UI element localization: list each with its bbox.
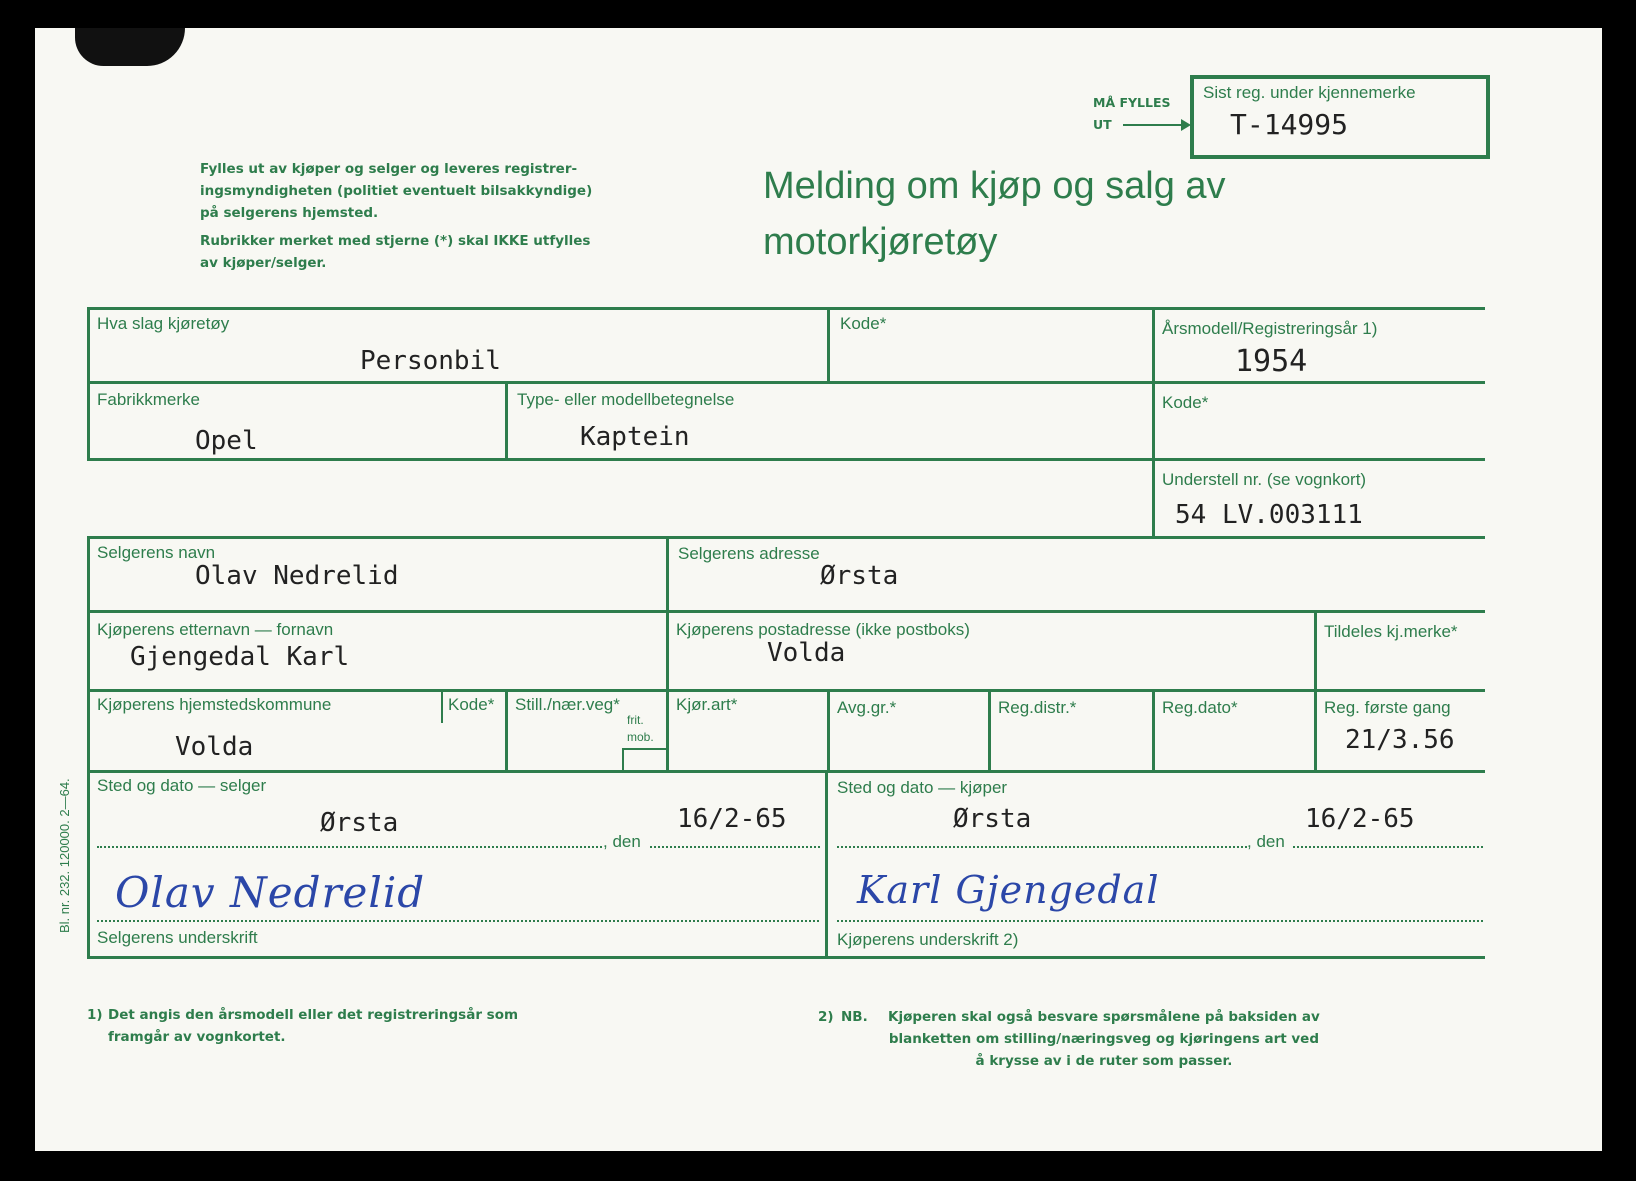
rule: [87, 536, 1485, 539]
first-reg-value[interactable]: 21/3.56: [1345, 725, 1455, 755]
footnote-1-line: framgår av vognkortet.: [108, 1029, 286, 1045]
title-line-2: motorkjøretøy: [763, 221, 998, 263]
buyer-date-value[interactable]: 16/2-65: [1305, 804, 1415, 834]
make-value[interactable]: Opel: [195, 426, 258, 456]
rule: [87, 956, 1485, 959]
rule: [825, 770, 828, 956]
seller-place-label: Sted og dato — selger: [97, 776, 267, 795]
seller-place-value[interactable]: Ørsta: [320, 808, 399, 838]
regdato-label: Reg.dato*: [1162, 698, 1238, 717]
buyer-name-label: Kjøperens etternavn — fornavn: [97, 620, 334, 639]
model-label: Type- eller modellbetegnelse: [517, 390, 735, 409]
kode2-label: Kode*: [1162, 393, 1209, 412]
kjorart-label: Kjør.art*: [676, 695, 738, 714]
ma-fylles-text: MÅ FYLLES: [1093, 95, 1171, 110]
still-label: Still./nær.veg*: [515, 695, 620, 714]
footnote-2-num: 2): [818, 1009, 834, 1025]
dotted-line: [97, 920, 819, 922]
seller-date-value[interactable]: 16/2-65: [677, 804, 787, 834]
rule: [87, 689, 1485, 692]
seller-address-value[interactable]: Ørsta: [820, 561, 899, 591]
print-code: Bl. nr. 232. 120000. 2—64.: [57, 778, 72, 933]
rule: [1152, 689, 1155, 770]
instructions: [200, 158, 592, 274]
seller-name-label: Selgerens navn: [97, 543, 216, 562]
model-value[interactable]: Kaptein: [580, 422, 690, 452]
footnote-2-line: blanketten om stilling/næringsveg og kjøringens art ved: [888, 1031, 1320, 1047]
buyer-place-value[interactable]: Ørsta: [953, 804, 1032, 834]
chassis-label: Understell nr. (se vognkort): [1162, 470, 1367, 489]
footnote-2-line: å krysse av i de ruter som passer.: [975, 1053, 1233, 1069]
rule: [87, 381, 1485, 384]
regdistr-label: Reg.distr.*: [998, 698, 1077, 717]
first-reg-label: Reg. første gang: [1324, 698, 1451, 717]
footnote-2: [888, 1006, 1320, 1072]
dotted-line: [650, 846, 820, 848]
rule: [87, 458, 1485, 461]
dotted-line: [1293, 846, 1483, 848]
make-label: Fabrikkmerke: [97, 390, 200, 409]
seller-address-label: Selgerens adresse: [678, 544, 820, 563]
rule: [441, 689, 443, 723]
rule: [87, 770, 1485, 773]
instruction-line: Fylles ut av kjøper og selger og leveres registrer-: [200, 161, 578, 177]
seller-signature[interactable]: Olav Nedrelid: [115, 868, 426, 917]
rule: [87, 536, 90, 956]
rule: [87, 307, 90, 461]
mob-label: mob.: [627, 730, 654, 744]
ink-blot: [75, 28, 185, 66]
footnote-1-num: 1): [87, 1007, 103, 1023]
instruction-line: av kjøper/selger.: [200, 255, 327, 271]
kode-label: Kode*: [840, 314, 887, 333]
ut-text: UT: [1093, 117, 1112, 132]
avggr-label: Avg.gr.*: [837, 698, 897, 717]
vehicle-type-value[interactable]: Personbil: [360, 346, 501, 376]
rule: [1314, 610, 1317, 772]
tildeles-label: Tildeles kj.merke*: [1324, 622, 1458, 641]
buyer-signature[interactable]: Karl Gjengedal: [857, 868, 1160, 912]
dotted-line: [837, 846, 1247, 848]
footnote-2-nb: NB.: [841, 1009, 868, 1025]
footnote-1: [108, 1004, 518, 1048]
title-line-1: Melding om kjøp og salg av: [763, 165, 1226, 207]
buyer-sig-label: Kjøperens underskrift 2): [837, 930, 1019, 949]
bleed-through-text: [335, 90, 339, 108]
rule: [666, 536, 669, 772]
rule: [622, 748, 624, 770]
rule: [87, 307, 1485, 310]
sist-reg-value[interactable]: T-14995: [1230, 108, 1349, 141]
municipality-label: Kjøperens hjemstedskommune: [97, 695, 332, 714]
instruction-line: ingsmyndigheten (politiet eventuelt bilsakkyndige): [200, 183, 593, 199]
buyer-place-label: Sted og dato — kjøper: [837, 778, 1008, 797]
rule: [827, 689, 830, 770]
den-label: , den: [603, 832, 641, 851]
den-label: , den: [1247, 832, 1285, 851]
seller-name-value[interactable]: Olav Nedrelid: [195, 561, 399, 591]
rule: [1152, 307, 1155, 537]
buyer-postal-value[interactable]: Volda: [767, 638, 846, 668]
rule: [622, 748, 666, 750]
chassis-value[interactable]: 54 LV.003111: [1175, 500, 1363, 530]
ma-fylles-ut: [1093, 92, 1171, 136]
frit-label: frit.: [627, 713, 644, 727]
buyer-kode-label: Kode*: [448, 695, 495, 714]
dotted-line: [97, 846, 602, 848]
municipality-value[interactable]: Volda: [175, 732, 254, 762]
form-sheet: [35, 28, 1602, 1151]
rule: [505, 381, 508, 460]
instruction-line: på selgerens hjemsted.: [200, 205, 379, 221]
rule: [827, 307, 830, 383]
buyer-postal-label: Kjøperens postadresse (ikke postboks): [676, 620, 970, 639]
instruction-line: Rubrikker merket med stjerne (*) skal IKKE utfylles: [200, 233, 591, 249]
seller-sig-label: Selgerens underskrift: [97, 928, 258, 947]
footnote-2-line: Kjøperen skal også besvare spørsmålene på baksiden av: [888, 1009, 1320, 1025]
form-title: [763, 158, 1226, 270]
year-value[interactable]: 1954: [1235, 344, 1308, 379]
footnote-1-line: Det angis den årsmodell eller det registreringsår som: [108, 1007, 519, 1023]
sist-reg-label: Sist reg. under kjennemerke: [1203, 83, 1416, 102]
dotted-line: [837, 920, 1483, 922]
vehicle-type-label: Hva slag kjøretøy: [97, 314, 230, 333]
arrow-right-icon: [1123, 124, 1189, 126]
rule: [87, 610, 1485, 613]
rule: [988, 689, 991, 770]
year-label: Årsmodell/Registreringsår 1): [1162, 319, 1378, 338]
buyer-name-value[interactable]: Gjengedal Karl: [130, 642, 350, 672]
rule: [505, 689, 508, 770]
